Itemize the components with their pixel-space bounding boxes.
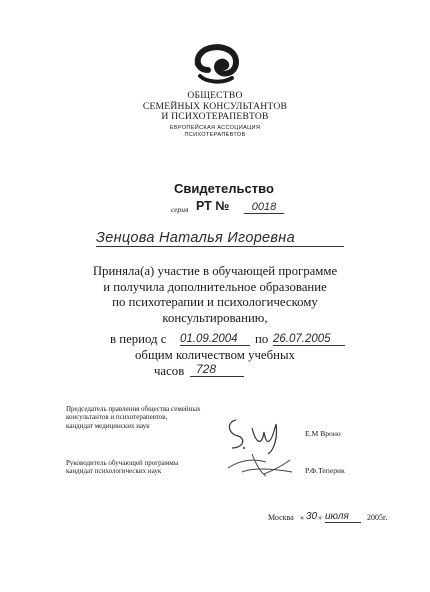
period-label: в период с xyxy=(110,332,167,346)
head-signature-icon xyxy=(222,446,298,482)
org-line-2: СЕМЕЙНЫХ КОНСУЛЬТАНТОВ xyxy=(142,100,288,112)
footer-city: Москва xyxy=(268,513,294,522)
hours-line: общим количеством учебных xyxy=(135,348,295,362)
footer-month: июля xyxy=(325,511,361,523)
body-line-1: Приняла(а) участие в обучающей программе xyxy=(92,264,338,278)
certificate-body xyxy=(0,264,430,326)
org-sub-1: ЕВРОПЕЙСКАЯ АССОЦИАЦИЯ xyxy=(169,125,261,131)
recipient-name: Зенцова Наталья Игоревна xyxy=(96,230,344,247)
series-label: серия xyxy=(171,205,189,214)
org-line-1: ОБЩЕСТВО xyxy=(187,90,243,101)
society-logo-icon xyxy=(192,40,244,86)
chair-line-3: кандидат медицинских наук xyxy=(66,421,150,430)
head-line-2: кандидат психологических наук xyxy=(66,467,162,476)
head-title xyxy=(66,459,178,476)
date-from: 01.09.2004 xyxy=(180,333,250,346)
footer-day: 30 xyxy=(306,511,318,522)
org-name xyxy=(0,91,430,123)
head-name: Р.Ф.Теперик xyxy=(305,466,345,475)
body-line-2: и получила дополнительное образование xyxy=(103,279,327,294)
body-line-3: по психотерапии и психологическому xyxy=(112,295,318,310)
date-to: 26.07.2005 xyxy=(273,333,345,346)
certificate-title: Свидетельство xyxy=(174,181,274,196)
chair-line-1: Председатель правления общества семейных xyxy=(66,405,201,413)
chair-name: Е.М Вроно xyxy=(305,429,341,438)
org-affiliation xyxy=(0,125,430,139)
head-line-1: Руководитель обучающей программы xyxy=(66,459,179,467)
body-line-4: консультированию, xyxy=(162,310,268,325)
series-number: 0018 xyxy=(244,201,284,214)
org-sub-2: ПСИХОТЕРАПЕВТОВ xyxy=(184,132,246,138)
footer-year: 2005г. xyxy=(367,513,388,522)
footer-quote-open: « xyxy=(300,513,304,522)
hours-label: часов xyxy=(154,364,185,378)
org-line-3: И ПСИХОТЕРАПЕВТОВ xyxy=(161,111,269,122)
chair-line-2: консультантов и психотерапевтов, xyxy=(66,413,168,422)
period-to-label: по xyxy=(255,332,269,346)
footer-quote-close: » xyxy=(318,513,322,522)
chair-title xyxy=(66,405,201,430)
hours-value: 728 xyxy=(190,362,244,377)
series-code: РТ № xyxy=(196,199,230,213)
